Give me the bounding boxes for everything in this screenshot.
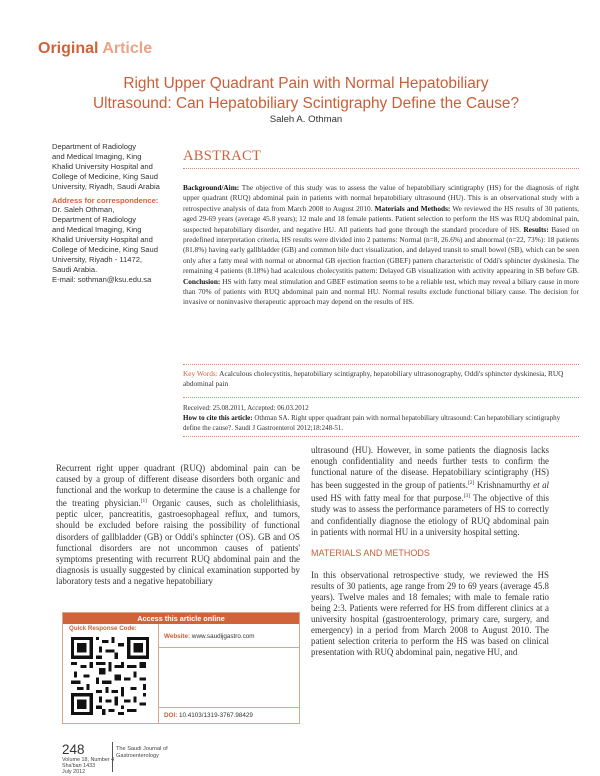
volume-info	[62, 757, 114, 776]
reference-link[interactable]: [3]	[463, 493, 471, 500]
divider	[183, 436, 579, 437]
reference-link[interactable]: [1]	[140, 498, 148, 505]
abstract-conclusion-text: HS with fatty meal stimulation and GBEF estimation seems to be a reliable test, which may reveal a biliary cause in more than 70% of patients with RUQ abdominal pain and normal HU. Normal results exclude functional biliary cause. The decision for invasive or noninvasive therapeutic approach may depend on the results of HS.	[183, 276, 579, 307]
divider	[183, 397, 579, 398]
abstract-heading: ABSTRACT	[183, 148, 262, 164]
keywords-text: Acalculous cholecystitis, hepatobiliary scintigraphy, hepatobiliary ultrasonography, Oddi's sphincter dyskinesia, RUQ abdominal pain	[183, 369, 564, 389]
abstract-results-text: Based on predefined interpretation criteria, HS results were divided into 2 patterns: Normal (n=8, 26.6%) and abnormal (n=22, 73%): 18 patients (81.8%) having early gallbladder (GB) and common bile duct visualization, and delayed transit to small bowel (SB), which can be seen only after a fatty meal with normal or abnormal GB ejection fraction (GBEF) pattern characteristic of Oddi's sphincter dyskinesia. The remaining 4 patients (8.18%) had acalculous cholecystitis pattern: Delayed GB visualization with activity appearing in SB before GB.	[183, 224, 579, 276]
reference-link[interactable]: [2]	[467, 480, 475, 487]
keywords	[183, 369, 579, 390]
website-row	[158, 633, 299, 640]
citation-text: Othman SA. Right upper quadrant pain with normal hepatobiliary ultrasound: Can hepatobiliary scintigraphy define the cause?. Saudi J Gastroenterol 2012;18:248-51.	[183, 414, 561, 432]
doi-link[interactable]: 10.4103/1319-3767.98429	[177, 712, 253, 719]
section-heading-methods: MATERIALS AND METHODS	[311, 547, 430, 558]
abstract-text	[183, 183, 579, 308]
website-link[interactable]: www.saudijgastro.com	[190, 633, 255, 640]
correspondence-line: College of Medicine, King Saud	[52, 245, 158, 255]
access-box-header: Access this article online	[63, 613, 299, 624]
affiliation-line: Department of Radiology	[52, 142, 136, 151]
abstract-methods-label: Materials and Methods:	[374, 203, 451, 213]
section-label-primary: Original	[38, 40, 99, 57]
correspondence-line: Department of Radiology	[52, 215, 136, 225]
body-paragraph: Recurrent right upper quadrant (RUQ) abdominal pain can be caused by a group of different disease disorders both organic and functional and the workup to determine the cause is a challenge for the treating physician.	[56, 463, 300, 509]
body-paragraph	[311, 445, 549, 538]
affiliation-block	[52, 142, 182, 285]
hijri-date-line: Sha'ban 1433	[62, 763, 96, 770]
body-text: used HS with fatty meal for that purpose.	[311, 493, 464, 504]
issue-date-line: July 2012	[62, 769, 86, 776]
correspondence-line: Dr. Saleh Othman,	[52, 205, 115, 215]
qr-code[interactable]	[71, 637, 149, 715]
abstract-methods-text: We reviewed the HS results of 30 patients, aged 29-69 years (average 45.8 years); 12 male and 18 female patients. Patient selection to perform the HS was RUQ abdominal pain, suspected hepatobiliary disorder, and negative HU. All patients had gone through the standard procedure of HS.	[183, 203, 579, 234]
abstract-background-text: The objective of this study was to assess the value of hepatobiliary scintigraphy (HS) for the diagnosis of right upper quadrant (RUQ) abdominal pain in patients with normal hepatobiliary ultrasound (HU). This is an observational study with a retrospective analysis of data from March 2008 to August 2010.	[183, 183, 579, 213]
received-dates: Received: 25.08.2011, Accepted: 06.03.2012	[183, 404, 309, 412]
qr-code-label: Quick Response Code:	[69, 625, 137, 632]
correspondence-line: Khalid University Hospital and	[52, 235, 153, 245]
body-paragraph: Organic causes, such as cholelithiasis, peptic ulcer, pancreatitis, gastroesophageal reflux, and tumors, should be excluded before raising the possibility of functional disorders of gallbladder (GB) or Oddi's sphincter (OS). GB and OS functional disorders are not uncommon causes of patients' symptoms presenting with recurrent RUQ abdominal pain and the diagnosis is usually suggested by clinical examination supported by laboratory tests and a negative hepatobiliary	[56, 498, 300, 586]
abstract-background-label: Background/Aim:	[183, 183, 240, 192]
correspondence-line: Saudi Arabia.	[52, 264, 98, 274]
correspondence-line: University, Riyadh - 11472,	[52, 254, 143, 264]
correspondence-heading: Address for correspondence:	[52, 195, 159, 205]
abstract-results-label: Results:	[523, 224, 549, 234]
author-name: Saleh A. Othman	[269, 114, 343, 125]
access-box-rule	[158, 647, 299, 648]
doi-label: DOI:	[164, 712, 178, 719]
body-paragraph: In this observational retrospective study, we reviewed the HS results of 30 patients, age range from 29 to 69 years (average 45.8 years). Twelve males and 18 females; with male to female ratio being 2:3. Patients were referred for HS from different clinics at a university hospital (gastroenterology, primary care, surgery, and emergency) in a period from March 2008 to August 2010. The patient selection criteria to perform the HS was based on clinical presentation with RUQ abdominal pain, negative HU, and	[311, 569, 549, 658]
doi-row	[158, 712, 299, 719]
affiliation-line: and Medical Imaging, King	[52, 151, 142, 161]
abstract-conclusion-label: Conclusion:	[183, 276, 221, 286]
affiliation-line: College of Medicine, King Saud	[52, 171, 158, 181]
body-text: ultrasound (HU). However, in some patients the diagnosis lacks enough confidentiality and needs further tests to confirm the functional nature of the disease. Hepatobiliary scintigraphy (HS) has been suggested in the group of patients.	[311, 445, 549, 491]
citation	[183, 414, 579, 433]
body-text: The objective of this study was to assess the performance parameters of HS to correctly and confidentially diagnose the etiology of RUQ abdominal pain in patients with normal HU in a university hospital setting.	[311, 493, 549, 537]
title-line-1: Right Upper Quadrant Pain with Normal Hepatobiliary	[123, 75, 489, 92]
page-number: 248	[62, 742, 85, 757]
website-label: Website:	[164, 633, 191, 640]
journal-name	[116, 746, 168, 760]
journal-name-line: Gastroenterology	[116, 753, 159, 759]
body-text-italic: et al	[533, 480, 549, 491]
citation-label: How to cite this article:	[183, 414, 253, 422]
footer-divider	[112, 742, 113, 772]
section-label-secondary: Article	[102, 40, 153, 57]
access-article-box	[62, 612, 300, 724]
affiliation-line: Khalid University Hospital and	[52, 161, 153, 171]
access-box-rule	[158, 707, 299, 708]
divider	[183, 364, 579, 365]
article-title	[40, 74, 572, 114]
volume-line: Volume 18, Number 4	[62, 757, 115, 763]
journal-name-line: The Saudi Journal of	[116, 746, 168, 752]
body-text: Krishnamurthy	[474, 480, 534, 491]
title-line-2: Ultrasound: Can Hepatobiliary Scintigraphy Define the Cause?	[92, 95, 520, 112]
keywords-label: Key Words:	[183, 369, 218, 378]
section-label	[38, 40, 152, 58]
body-left-column	[56, 463, 300, 587]
correspondence-email[interactable]: E-mail: sothman@ksu.edu.sa	[52, 274, 152, 284]
correspondence-line: and Medical Imaging, King	[52, 225, 142, 235]
affiliation-line: University, Riyadh, Saudi Arabia	[52, 181, 160, 191]
body-right-column	[311, 445, 549, 659]
